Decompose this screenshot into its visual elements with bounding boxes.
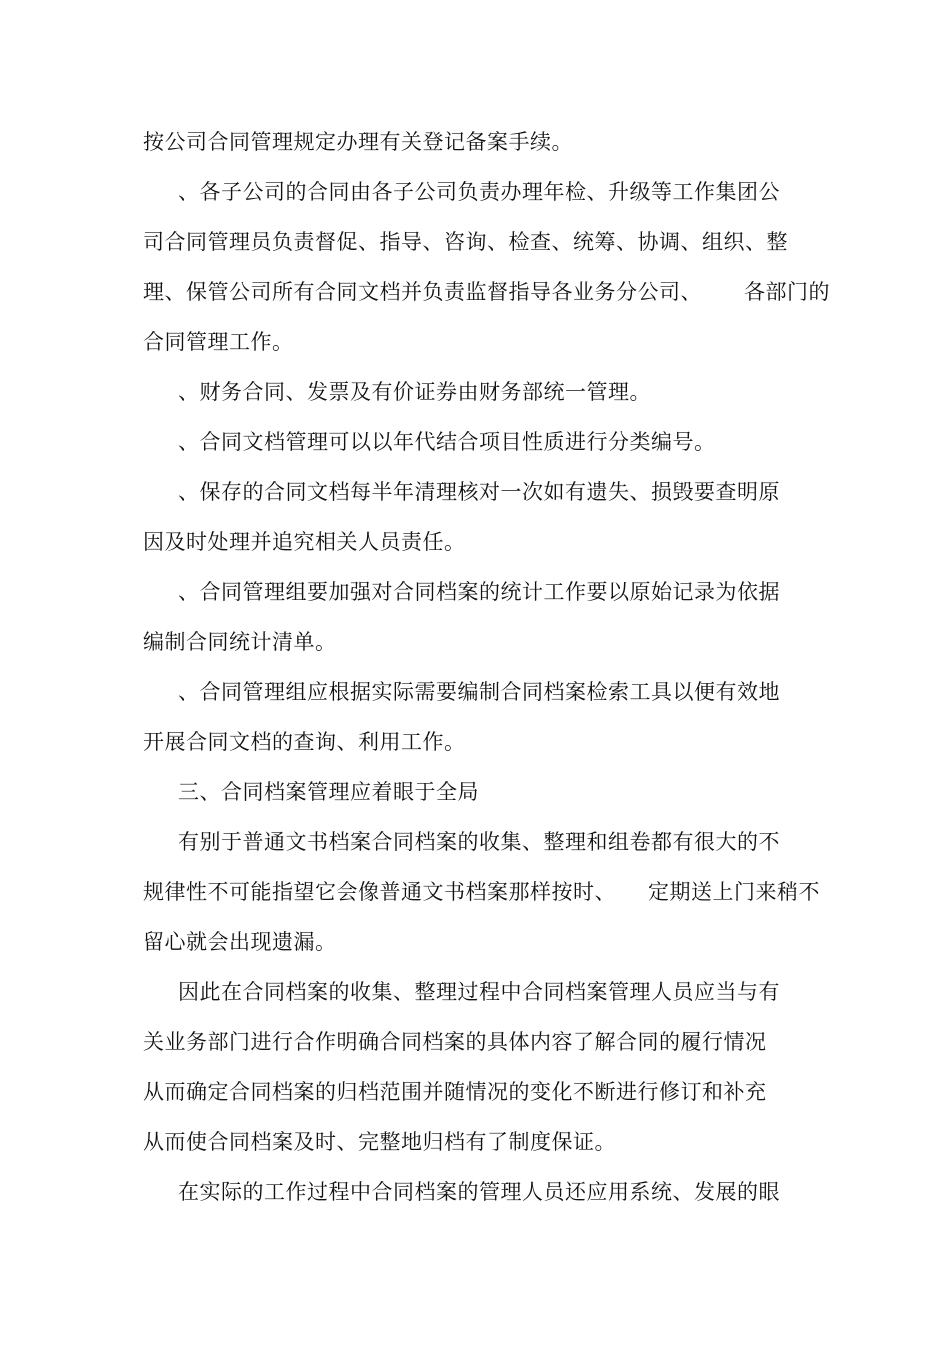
text-line-20: 从而确定合同档案的归档范围并随情况的变化不断进行修订和补充 (143, 1080, 767, 1104)
text-line-22: 在实际的工作过程中合同档案的管理人员还应用系统、发展的眼 (178, 1180, 780, 1204)
text-line-4-part-2: 各部门的 (744, 280, 830, 304)
text-line-16 (143, 878, 820, 906)
text-line-17: 留心就会出现遗漏。 (143, 930, 337, 954)
section-heading: 三、合同档案管理应着眼于全局 (178, 780, 479, 804)
text-line-8: 、保存的合同文档每半年清理核对一次如有遗失、损毁要查明原 (178, 480, 780, 504)
text-line-3: 司合同管理员负责督促、指导、咨询、检查、统筹、协调、组织、整 (143, 230, 788, 254)
text-line-19: 关业务部门进行合作明确合同档案的具体内容了解合同的履行情况 (143, 1030, 767, 1054)
text-line-12: 、合同管理组应根据实际需要编制合同档案检索工具以便有效地 (178, 680, 780, 704)
text-line-13: 开展合同文档的查询、利用工作。 (143, 730, 466, 754)
text-line-21: 从而使合同档案及时、完整地归档有了制度保证。 (143, 1130, 616, 1154)
text-line-10: 、合同管理组要加强对合同档案的统计工作要以原始记录为依据 (178, 580, 780, 604)
text-line-7: 、合同文档管理可以以年代结合项目性质进行分类编号。 (178, 430, 716, 454)
text-line-2: 、各子公司的合同由各子公司负责办理年检、升级等工作集团公 (178, 180, 780, 204)
text-line-18: 因此在合同档案的收集、整理过程中合同档案管理人员应当与有 (178, 980, 780, 1004)
text-line-16-part-2: 定期送上门来稍不 (648, 880, 820, 904)
text-line-5: 合同管理工作。 (143, 330, 294, 354)
text-line-6: 、财务合同、发票及有价证券由财务部统一管理。 (178, 380, 651, 404)
text-line-16-part-1: 规律性不可能指望它会像普通文书档案那样按时、 (143, 880, 616, 904)
text-line-9: 因及时处理并追究相关人员责任。 (143, 530, 466, 554)
text-line-11: 编制合同统计清单。 (143, 630, 337, 654)
text-line-4-part-1: 理、保管公司所有合同文档并负责监督指导各业务分公司、 (143, 280, 702, 304)
text-line-4 (143, 278, 830, 306)
text-line-15: 有别于普通文书档案合同档案的收集、整理和组卷都有很大的不 (178, 830, 780, 854)
text-line-1: 按公司合同管理规定办理有关登记备案手续。 (143, 130, 573, 154)
